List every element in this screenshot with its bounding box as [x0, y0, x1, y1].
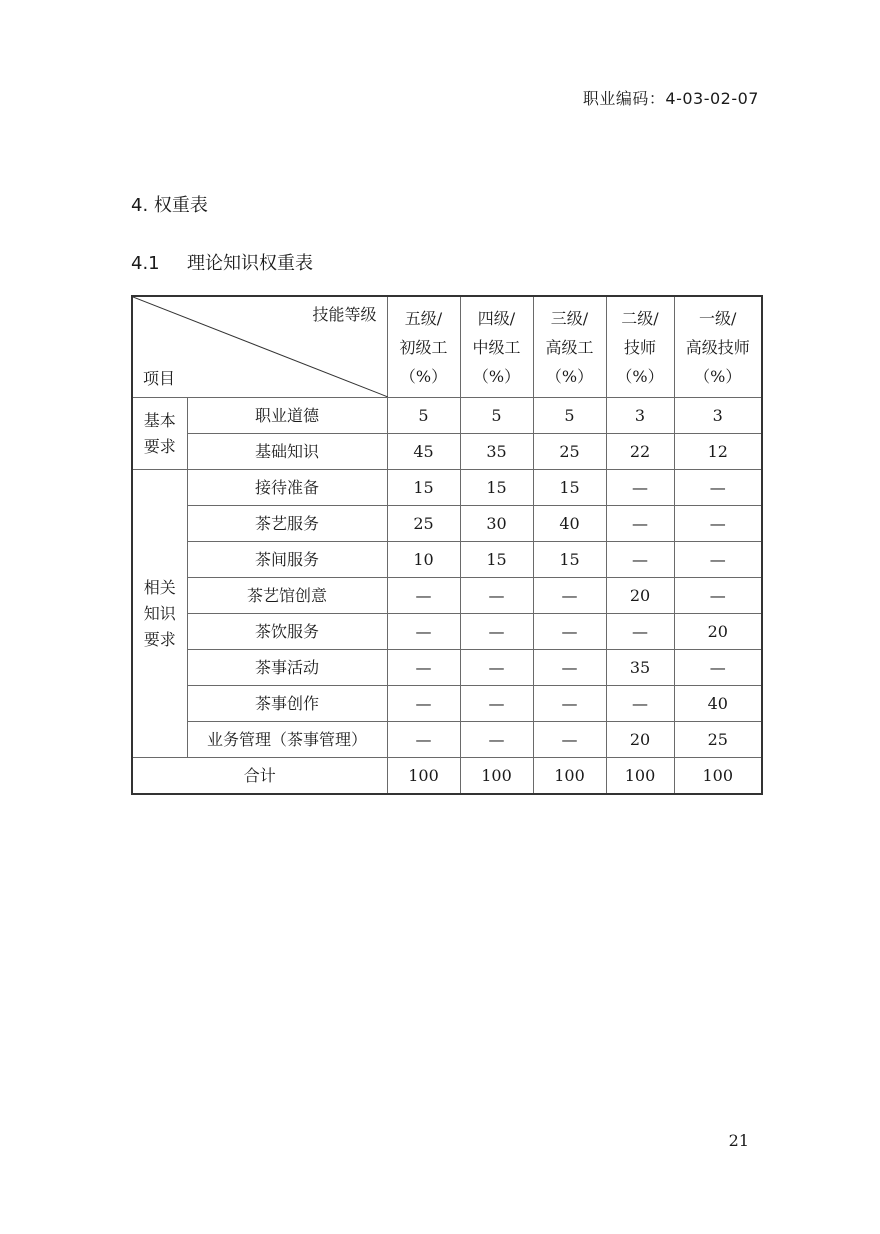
- table-cell: —: [460, 578, 533, 614]
- table-cell: 10: [387, 542, 460, 578]
- table-cell: —: [387, 722, 460, 758]
- table-row: [132, 542, 762, 578]
- table-row: [132, 722, 762, 758]
- category-basic-requirements: [132, 398, 187, 470]
- table-cell: 20: [606, 722, 674, 758]
- column-header-line: 高级技师: [685, 337, 750, 357]
- row-item-label: 职业道德: [187, 398, 387, 434]
- table-row: [132, 506, 762, 542]
- corner-skill-level-label: 技能等级: [312, 305, 377, 324]
- category-related-knowledge: [132, 470, 187, 758]
- table-cell: —: [460, 722, 533, 758]
- table-cell: 25: [674, 722, 762, 758]
- category-label-line: 知识: [143, 603, 176, 623]
- column-header-line: 技师: [623, 337, 656, 357]
- table-cell: 3: [674, 398, 762, 434]
- table-cell: 100: [387, 758, 460, 795]
- table-cell: 100: [674, 758, 762, 795]
- table-row: [132, 614, 762, 650]
- table-cell: —: [533, 614, 606, 650]
- table-cell: 5: [460, 398, 533, 434]
- table-cell: —: [674, 542, 762, 578]
- table-cell: 5: [387, 398, 460, 434]
- column-header-line: 二级/: [621, 308, 659, 328]
- column-header-level5: [387, 296, 460, 398]
- column-header-level2: [606, 296, 674, 398]
- table-cell: —: [674, 650, 762, 686]
- table-cell: 3: [606, 398, 674, 434]
- table-row: [132, 650, 762, 686]
- table-cell: —: [387, 650, 460, 686]
- row-item-label: 业务管理（茶事管理）: [187, 722, 387, 758]
- table-cell: 15: [460, 542, 533, 578]
- table-cell: 25: [533, 434, 606, 470]
- table-cell: —: [606, 506, 674, 542]
- table-cell: —: [606, 470, 674, 506]
- row-item-label: 茶艺馆创意: [187, 578, 387, 614]
- category-label-line: 要求: [143, 629, 176, 649]
- row-item-label: 茶艺服务: [187, 506, 387, 542]
- table-header-row: [132, 296, 762, 398]
- table-row: [132, 398, 762, 434]
- corner-header-cell: [132, 296, 387, 398]
- column-header-line: 初级工: [399, 337, 448, 357]
- category-label-line: 相关: [143, 577, 176, 597]
- row-item-label: 茶间服务: [187, 542, 387, 578]
- subsection-title-text: 理论知识权重表: [187, 253, 313, 274]
- table-cell: 15: [533, 542, 606, 578]
- page-number: 21: [728, 1131, 749, 1150]
- table-cell: —: [387, 578, 460, 614]
- table-cell: —: [533, 650, 606, 686]
- table-cell: 15: [533, 470, 606, 506]
- table-cell: —: [533, 578, 606, 614]
- table-row: [132, 578, 762, 614]
- table-cell: —: [606, 542, 674, 578]
- column-header-level1: [674, 296, 762, 398]
- table-cell: —: [387, 614, 460, 650]
- column-header-level3: [533, 296, 606, 398]
- total-row: [132, 758, 762, 795]
- column-header-line: 中级工: [472, 337, 521, 357]
- column-header-line: 四级/: [477, 308, 516, 328]
- table-cell: —: [533, 722, 606, 758]
- column-header-line: （%）: [616, 366, 664, 386]
- total-label: 合计: [132, 758, 387, 795]
- table-cell: 100: [460, 758, 533, 795]
- row-item-label: 基础知识: [187, 434, 387, 470]
- table-cell: —: [387, 686, 460, 722]
- column-header-line: （%）: [472, 366, 521, 386]
- table-cell: 100: [606, 758, 674, 795]
- table-cell: 40: [533, 506, 606, 542]
- table-cell: 5: [533, 398, 606, 434]
- column-header-line: 三级/: [550, 308, 589, 328]
- theory-weight-table: [131, 295, 763, 795]
- table-cell: 15: [460, 470, 533, 506]
- table-cell: 25: [387, 506, 460, 542]
- table-cell: 12: [674, 434, 762, 470]
- section-title: 4. 权重表: [131, 195, 208, 216]
- table-cell: —: [606, 686, 674, 722]
- column-header-line: （%）: [694, 366, 742, 386]
- table-row: [132, 470, 762, 506]
- table-cell: 20: [674, 614, 762, 650]
- table-cell: 100: [533, 758, 606, 795]
- table-cell: 20: [606, 578, 674, 614]
- table-cell: 35: [460, 434, 533, 470]
- table-cell: 30: [460, 506, 533, 542]
- table-cell: —: [460, 650, 533, 686]
- table-cell: —: [533, 686, 606, 722]
- table-cell: —: [674, 506, 762, 542]
- category-label-line: 基本: [143, 410, 176, 430]
- column-header-line: （%）: [399, 366, 448, 386]
- weight-table-container: [131, 295, 761, 795]
- table-row: [132, 686, 762, 722]
- occupation-code: 职业编码：4-03-02-07: [582, 89, 759, 108]
- column-header-line: 五级/: [404, 308, 443, 328]
- column-header-line: 高级工: [545, 337, 594, 357]
- table-cell: 22: [606, 434, 674, 470]
- table-cell: 15: [387, 470, 460, 506]
- table-cell: 45: [387, 434, 460, 470]
- row-item-label: 茶事活动: [187, 650, 387, 686]
- row-item-label: 接待准备: [187, 470, 387, 506]
- row-item-label: 茶饮服务: [187, 614, 387, 650]
- table-cell: —: [674, 578, 762, 614]
- table-row: [132, 434, 762, 470]
- corner-item-label: 项目: [143, 369, 176, 388]
- row-item-label: 茶事创作: [187, 686, 387, 722]
- column-header-line: 一级/: [699, 308, 737, 328]
- table-cell: —: [460, 686, 533, 722]
- category-label-line: 要求: [143, 436, 176, 456]
- subsection-title: [131, 249, 313, 275]
- subsection-number: 4.1: [131, 253, 160, 274]
- table-cell: —: [674, 470, 762, 506]
- column-header-level4: [460, 296, 533, 398]
- column-header-line: （%）: [545, 366, 594, 386]
- table-cell: 35: [606, 650, 674, 686]
- table-cell: —: [460, 614, 533, 650]
- table-cell: —: [606, 614, 674, 650]
- table-cell: 40: [674, 686, 762, 722]
